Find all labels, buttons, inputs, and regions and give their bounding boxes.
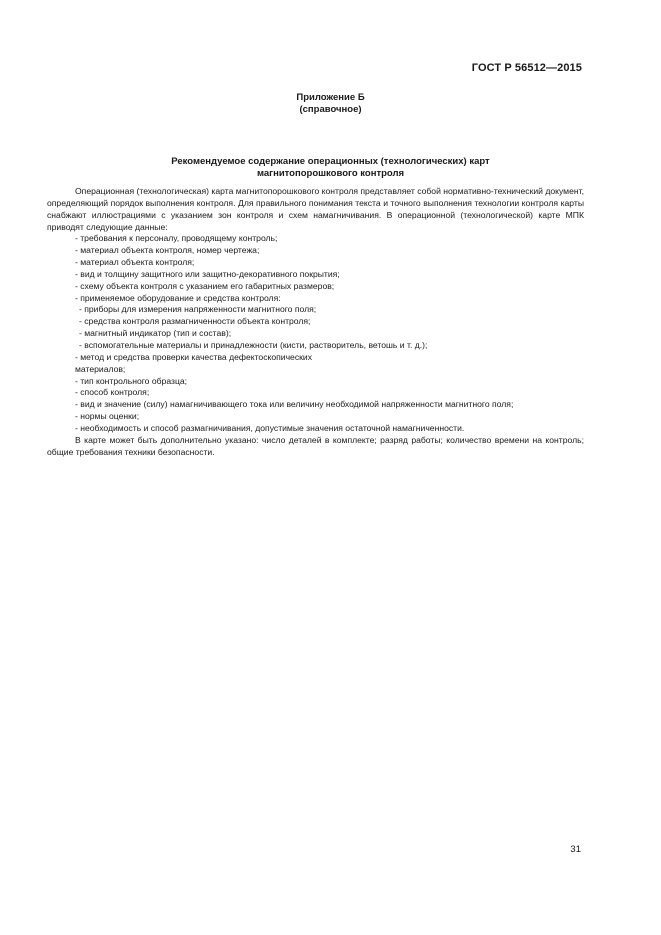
list-item: - способ контроля;: [75, 387, 150, 398]
list-item: - применяемое оборудование и средства контроля:: [75, 292, 281, 303]
list-item: - схему объекта контроля с указанием его габаритных размеров;: [75, 280, 335, 291]
sub-list-item: - магнитный индикатор (тип и состав);: [79, 328, 232, 339]
intro-paragraph: Операционная (технологическая) карта магнитопорошкового контроля представляет собой нормативно-технический документ, определяющий порядок выполнения контроля. Для правильного понимания текста и точного выполнения технологии контроля карты снабжают иллюстрациями с указанием зон контроля и схем намагничивания. В операционной (технологической) карте МПК приводят следующие данные:: [47, 186, 584, 232]
document-title-line-1: Рекомендуемое содержание операционных (технологических) карт: [171, 156, 490, 167]
document-title-line-2: магнитопорошкового контроля: [256, 168, 405, 179]
list-item: - вид и значение (силу) намагничивающего тока или величину необходимой напряженности магнитного поля;: [75, 399, 514, 410]
page-number: 31: [570, 844, 581, 855]
appendix-subtitle: (справочное): [299, 104, 362, 115]
list-item: - тип контрольного образца;: [75, 375, 188, 386]
list-item: - необходимость и способ размагничивания, допустимые значения остаточной намагниченности.: [75, 422, 465, 433]
appendix-title: Приложение Б: [296, 92, 365, 103]
list-item: - вид и толщину защитного или защитно-декоративного покрытия;: [75, 268, 340, 279]
document-title: [0, 156, 661, 180]
sub-list-item: - приборы для измерения напряженности магнитного поля;: [79, 304, 317, 315]
list-item: - нормы оценки;: [75, 411, 140, 422]
list-item: - материал объекта контроля;: [75, 257, 195, 268]
appendix-heading: [0, 92, 661, 116]
sub-list-item: - средства контроля размагниченности объекта контроля;: [79, 316, 311, 327]
document-body: [47, 186, 584, 458]
list-item: - материал объекта контроля, номер чертежа;: [75, 245, 260, 256]
list-item-continuation: материалов;: [75, 363, 126, 374]
closing-paragraph: В карте может быть дополнительно указано: число деталей в комплекте; разряд работы; количество времени на контроль; общие требования техники безопасности.: [47, 434, 584, 457]
sub-list-item: - вспомогательные материалы и принадлежности (кисти, растворитель, ветошь и т. д.);: [79, 339, 428, 350]
list-item: - требования к персоналу, проводящему контроль;: [75, 233, 278, 244]
standard-code: ГОСТ Р 56512—2015: [471, 62, 582, 74]
list-item: - метод и средства проверки качества дефектоскопических: [75, 351, 312, 362]
